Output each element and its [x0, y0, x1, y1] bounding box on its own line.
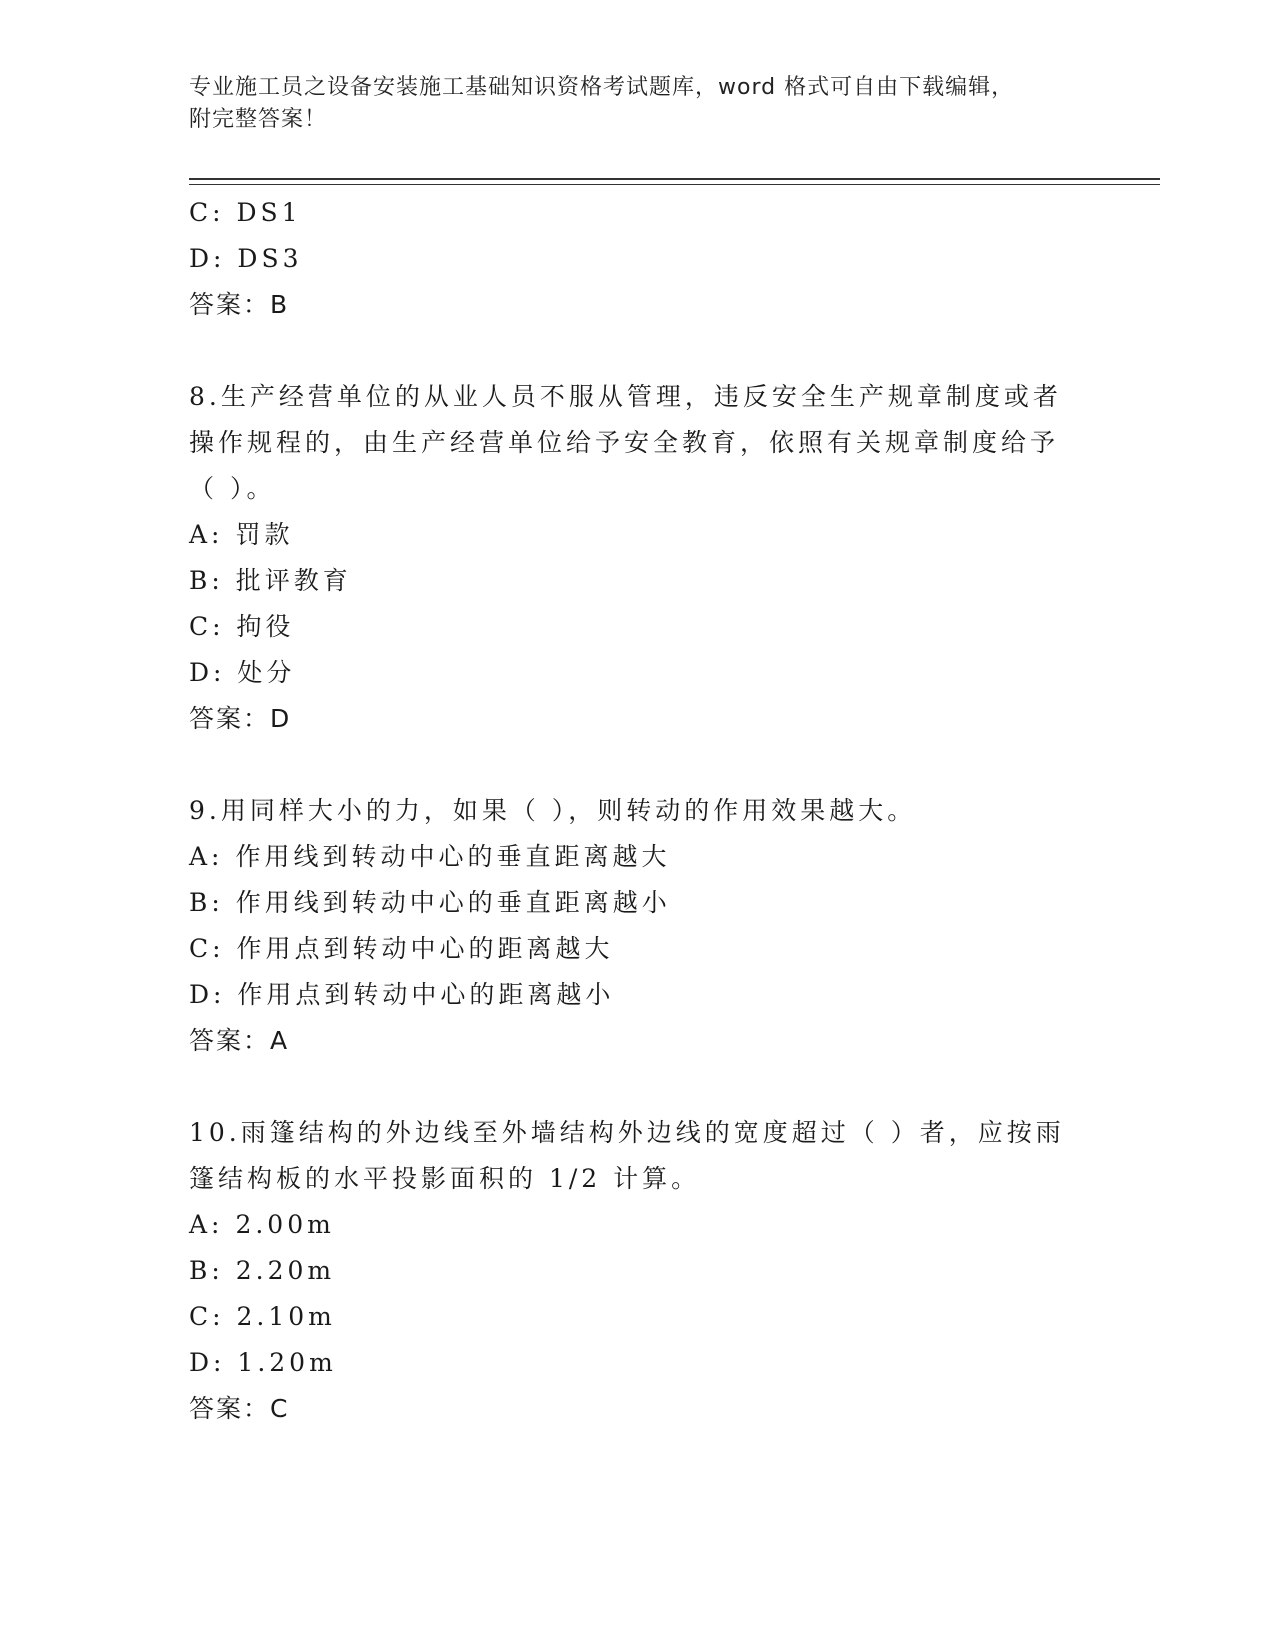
question-stem: 10.雨篷结构的外边线至外墙结构外边线的宽度超过（ ）者，应按雨篷结构板的水平投影面积的 1/2 计算。 — [189, 1118, 1065, 1193]
header-divider-thick — [189, 178, 1160, 180]
option-a — [189, 1202, 1069, 1248]
header-line-2: 附完整答案！ — [189, 107, 328, 132]
option-d — [189, 650, 1069, 696]
question-9 — [189, 788, 1069, 1064]
option-label: B: — [189, 888, 224, 917]
option-text: DS3 — [237, 244, 303, 273]
option-text: 处分 — [237, 658, 296, 687]
question-8 — [189, 374, 1069, 742]
option-text: 作用线到转动中心的垂直距离越小 — [235, 888, 671, 917]
option-text: 罚款 — [235, 520, 294, 549]
option-text: 批评教育 — [235, 566, 352, 595]
option-label: C: — [189, 198, 225, 227]
option-text: 作用线到转动中心的垂直距离越大 — [235, 842, 671, 871]
option-text: DS1 — [236, 198, 302, 227]
option-label: C: — [189, 934, 225, 963]
option-b — [189, 1248, 1069, 1294]
option-a — [189, 834, 1069, 880]
question-content — [189, 190, 1069, 1432]
option-label: A: — [189, 842, 224, 871]
option-b — [189, 558, 1069, 604]
option-c — [189, 190, 1069, 236]
answer-line: 答案：A — [189, 1026, 290, 1055]
option-text: 2.00m — [235, 1210, 335, 1239]
option-text: 作用点到转动中心的距离越大 — [236, 934, 614, 963]
question-10 — [189, 1110, 1069, 1432]
option-label: D: — [189, 980, 226, 1009]
option-text: 拘役 — [236, 612, 295, 641]
option-label: B: — [189, 1256, 224, 1285]
prev-question-tail — [189, 190, 1069, 328]
option-label: D: — [189, 1348, 226, 1377]
option-c — [189, 1294, 1069, 1340]
option-d — [189, 972, 1069, 1018]
answer-line: 答案：B — [189, 290, 290, 319]
option-text: 作用点到转动中心的距离越小 — [237, 980, 615, 1009]
option-label: C: — [189, 1302, 225, 1331]
option-label: B: — [189, 566, 224, 595]
header-line-1: 专业施工员之设备安装施工基础知识资格考试题库，word 格式可自由下载编辑， — [189, 75, 1015, 100]
option-c — [189, 604, 1069, 650]
option-b — [189, 880, 1069, 926]
question-stem: 9.用同样大小的力，如果（ ），则转动的作用效果越大。 — [189, 796, 917, 825]
question-stem: 8.生产经营单位的从业人员不服从管理，违反安全生产规章制度或者操作规程的，由生产经营单位给予安全教育，依照有关规章制度给予（ ）。 — [189, 382, 1062, 503]
answer-line: 答案：C — [189, 1394, 290, 1423]
option-d — [189, 1340, 1069, 1386]
header-divider-thin — [189, 184, 1160, 185]
answer-line: 答案：D — [189, 704, 292, 733]
document-header — [189, 72, 1089, 136]
option-c — [189, 926, 1069, 972]
option-label: D: — [189, 244, 226, 273]
option-d — [189, 236, 1069, 282]
option-label: C: — [189, 612, 225, 641]
option-label: D: — [189, 658, 226, 687]
option-text: 1.20m — [237, 1348, 337, 1377]
option-a — [189, 512, 1069, 558]
option-label: A: — [189, 1210, 224, 1239]
option-text: 2.10m — [236, 1302, 336, 1331]
option-label: A: — [189, 520, 224, 549]
option-text: 2.20m — [235, 1256, 336, 1285]
